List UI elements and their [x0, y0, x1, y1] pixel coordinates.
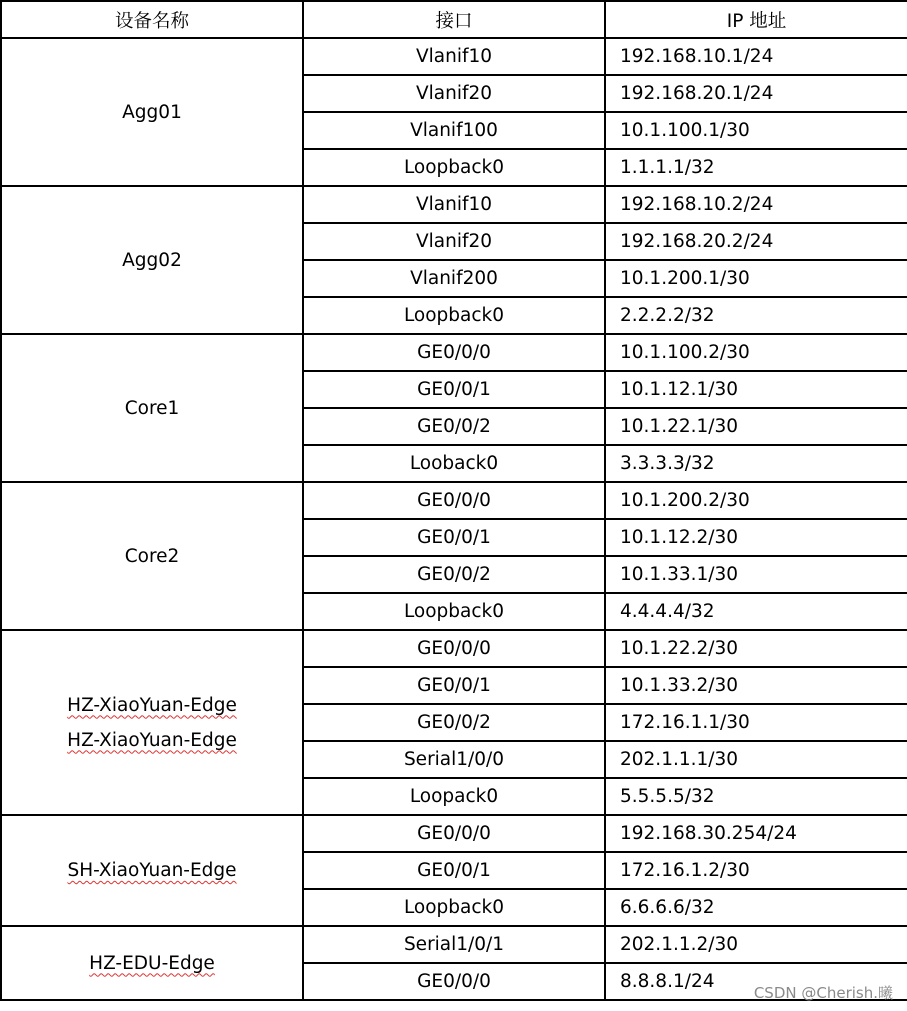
- ip-address-cell: 172.16.1.1/30: [605, 704, 907, 741]
- ip-address-cell: 172.16.1.2/30: [605, 852, 907, 889]
- ip-address-cell: 10.1.12.2/30: [605, 519, 907, 556]
- interface-cell: GE0/0/2: [303, 704, 605, 741]
- interface-cell: Loopback0: [303, 593, 605, 630]
- ip-address-cell: 192.168.20.1/24: [605, 75, 907, 112]
- ip-address-cell: 10.1.200.1/30: [605, 260, 907, 297]
- table-body: [1, 38, 907, 1000]
- table-row: [1, 334, 907, 371]
- interface-cell: GE0/0/1: [303, 852, 605, 889]
- device-name-cell: [1, 815, 303, 926]
- device-name-cell: [1, 186, 303, 334]
- device-name: Agg01: [122, 101, 182, 123]
- ip-address-cell: 192.168.10.1/24: [605, 38, 907, 75]
- table-row: [1, 630, 907, 667]
- ip-address-cell: 10.1.22.1/30: [605, 408, 907, 445]
- interface-cell: Looback0: [303, 445, 605, 482]
- ip-address-cell: 1.1.1.1/32: [605, 149, 907, 186]
- interface-cell: Vlanif200: [303, 260, 605, 297]
- device-name-cell: [1, 630, 303, 815]
- csdn-watermark: CSDN @Cherish.曦: [753, 984, 893, 1002]
- table-header-row: [1, 1, 907, 38]
- interface-cell: Vlanif20: [303, 223, 605, 260]
- interface-cell: Vlanif10: [303, 186, 605, 223]
- ip-address-cell: 10.1.200.2/30: [605, 482, 907, 519]
- device-name: HZ-XiaoYuan-Edge: [67, 694, 237, 716]
- interface-cell: Vlanif100: [303, 112, 605, 149]
- interface-cell: GE0/0/0: [303, 963, 605, 1000]
- ip-address-cell: 202.1.1.1/30: [605, 741, 907, 778]
- ip-address-cell: 4.4.4.4/32: [605, 593, 907, 630]
- ip-address-cell: 10.1.33.1/30: [605, 556, 907, 593]
- ip-address-cell: 10.1.100.1/30: [605, 112, 907, 149]
- device-name: Core2: [124, 545, 180, 567]
- interface-cell: Loopback0: [303, 149, 605, 186]
- device-name-cell: [1, 926, 303, 1000]
- interface-cell: GE0/0/1: [303, 519, 605, 556]
- table-row: [1, 482, 907, 519]
- interface-cell: GE0/0/0: [303, 815, 605, 852]
- device-name: Core1: [124, 397, 180, 419]
- interface-cell: GE0/0/1: [303, 371, 605, 408]
- interface-cell: Loopback0: [303, 297, 605, 334]
- table-row: [1, 186, 907, 223]
- header-device-name: 设备名称: [1, 1, 303, 38]
- ip-address-cell: 5.5.5.5/32: [605, 778, 907, 815]
- ip-address-cell: 202.1.1.2/30: [605, 926, 907, 963]
- ip-address-cell: 8.8.8.1/24: [605, 963, 907, 1000]
- ip-address-cell: 10.1.22.2/30: [605, 630, 907, 667]
- ip-address-cell: 192.168.20.2/24: [605, 223, 907, 260]
- interface-cell: GE0/0/0: [303, 334, 605, 371]
- ip-address-cell: 2.2.2.2/32: [605, 297, 907, 334]
- interface-cell: GE0/0/2: [303, 556, 605, 593]
- device-name: HZ-EDU-Edge: [89, 952, 215, 974]
- interface-cell: GE0/0/2: [303, 408, 605, 445]
- ip-address-cell: 192.168.10.2/24: [605, 186, 907, 223]
- table-row: [1, 926, 907, 963]
- table-row: [1, 38, 907, 75]
- device-name-cell: [1, 38, 303, 186]
- ip-address-cell: 3.3.3.3/32: [605, 445, 907, 482]
- table-row: [1, 815, 907, 852]
- device-name: Agg02: [122, 249, 182, 271]
- interface-cell: GE0/0/1: [303, 667, 605, 704]
- interface-cell: Vlanif20: [303, 75, 605, 112]
- header-ip-address: IP 地址: [605, 1, 907, 38]
- ip-address-cell: 10.1.100.2/30: [605, 334, 907, 371]
- interface-cell: GE0/0/0: [303, 630, 605, 667]
- ip-address-cell: 10.1.33.2/30: [605, 667, 907, 704]
- interface-cell: Serial1/0/0: [303, 741, 605, 778]
- device-name-cell: [1, 334, 303, 482]
- device-name: HZ-XiaoYuan-Edge: [67, 729, 237, 751]
- interface-cell: Serial1/0/1: [303, 926, 605, 963]
- ip-address-cell: 6.6.6.6/32: [605, 889, 907, 926]
- interface-cell: Loopack0: [303, 778, 605, 815]
- ip-address-cell: 10.1.12.1/30: [605, 371, 907, 408]
- header-interface: 接口: [303, 1, 605, 38]
- interface-cell: Loopback0: [303, 889, 605, 926]
- ip-address-cell: 192.168.30.254/24: [605, 815, 907, 852]
- device-name-cell: [1, 482, 303, 630]
- device-name: SH-XiaoYuan-Edge: [67, 860, 237, 881]
- interface-cell: Vlanif10: [303, 38, 605, 75]
- interface-cell: GE0/0/0: [303, 482, 605, 519]
